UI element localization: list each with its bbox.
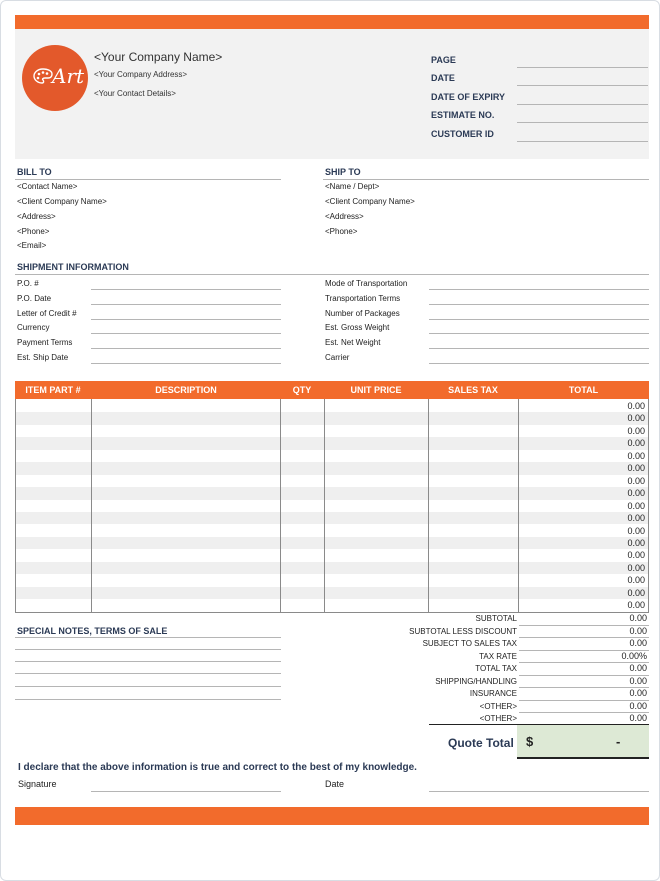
bill-to-rule <box>15 179 281 180</box>
summary-label: SHIPPING/HANDLING <box>435 676 517 686</box>
payment-terms-field[interactable] <box>91 348 281 349</box>
bill-to-title: BILL TO <box>17 167 52 177</box>
col-sales-tax: SALES TAX <box>448 385 498 395</box>
summary-value[interactable]: 0.00 <box>629 675 647 686</box>
row-total: 0.00 <box>627 401 645 411</box>
summary-label: SUBJECT TO SALES TAX <box>422 639 517 648</box>
quote-total-box <box>517 725 649 759</box>
summary-label: <OTHER> <box>479 714 517 723</box>
row-total: 0.00 <box>627 488 645 499</box>
row-total: 0.00 <box>627 537 645 548</box>
carrier-field[interactable] <box>429 363 649 364</box>
row-total: 0.00 <box>627 475 645 486</box>
date-field[interactable] <box>517 85 648 86</box>
carrier-label: Carrier <box>325 353 350 362</box>
shipment-rule <box>15 274 649 275</box>
ship-address[interactable]: <Address> <box>325 212 364 221</box>
date-sign-label: Date <box>325 779 345 789</box>
letter-of-credit-label: Letter of Credit # <box>17 309 77 318</box>
customer-id-field[interactable] <box>517 141 648 142</box>
header-panel <box>15 29 649 159</box>
notes-line[interactable] <box>15 673 281 674</box>
ship-company-name[interactable]: <Client Company Name> <box>325 197 415 206</box>
transport-mode-label: Mode of Transportation <box>325 279 408 288</box>
top-accent-bar <box>15 15 649 29</box>
palette-icon <box>33 68 53 84</box>
row-total: 0.00 <box>627 425 645 436</box>
bill-company-name[interactable]: <Client Company Name> <box>17 197 107 206</box>
po-date-field[interactable] <box>91 304 281 305</box>
summary-value[interactable]: 0.00 <box>629 688 647 698</box>
net-weight-label: Est. Net Weight <box>325 338 381 347</box>
po-number-label: P.O. # <box>17 279 39 288</box>
summary-value[interactable]: 0.00 <box>629 638 647 648</box>
row-total: 0.00 <box>627 450 645 461</box>
bill-address[interactable]: <Address> <box>17 212 56 221</box>
summary-value[interactable]: 0.00 <box>629 625 647 636</box>
declaration-text: I declare that the above information is true and correct to the best of my knowledge. <box>18 762 417 773</box>
signature-field[interactable] <box>91 791 281 792</box>
summary-value[interactable]: 0.00 <box>629 663 647 673</box>
row-total: 0.00 <box>627 438 645 449</box>
po-number-field[interactable] <box>91 289 281 290</box>
summary-label: SUBTOTAL LESS DISCOUNT <box>409 626 517 636</box>
transport-terms-field[interactable] <box>429 304 649 305</box>
notes-line[interactable] <box>15 699 281 700</box>
bottom-accent-bar <box>15 807 649 825</box>
signature-label: Signature <box>18 779 57 789</box>
customer-id-label: CUSTOMER ID <box>431 129 494 139</box>
date-label: DATE <box>431 73 455 83</box>
estimate-no-label: ESTIMATE NO. <box>431 110 495 120</box>
summary-label: TOTAL TAX <box>475 664 517 673</box>
quote-total-value: - <box>616 734 621 749</box>
row-total: 0.00 <box>627 550 645 561</box>
transport-terms-label: Transportation Terms <box>325 294 401 303</box>
col-divider <box>280 399 281 612</box>
summary-value[interactable]: 0.00 <box>629 713 647 723</box>
page-field[interactable] <box>517 67 648 68</box>
net-weight-field[interactable] <box>429 348 649 349</box>
col-qty: QTY <box>292 385 312 395</box>
currency-label: Currency <box>17 323 50 332</box>
row-total: 0.00 <box>627 463 645 474</box>
line-items-table <box>15 381 649 613</box>
expiry-label: DATE OF EXPIRY <box>431 92 506 102</box>
ship-to-rule <box>323 179 649 180</box>
packages-field[interactable] <box>429 319 649 320</box>
po-date-label: P.O. Date <box>17 294 52 303</box>
notes-line[interactable] <box>15 637 281 638</box>
estimate-no-field[interactable] <box>517 122 648 123</box>
col-total: TOTAL <box>568 385 599 395</box>
bill-email[interactable]: <Email> <box>17 241 47 250</box>
table-border <box>15 399 649 613</box>
col-divider <box>428 399 429 612</box>
ship-to-title: SHIP TO <box>325 167 361 177</box>
company-logo <box>22 45 88 111</box>
currency-field[interactable] <box>91 333 281 334</box>
col-divider <box>518 399 519 612</box>
col-description: DESCRIPTION <box>155 385 217 395</box>
col-unit-price: UNIT PRICE <box>350 385 402 395</box>
bill-phone[interactable]: <Phone> <box>17 227 50 236</box>
contact-details: <Your Contact Details> <box>94 89 176 98</box>
shipment-title: SHIPMENT INFORMATION <box>17 262 129 272</box>
expiry-field[interactable] <box>517 104 648 105</box>
transport-mode-field[interactable] <box>429 289 649 290</box>
page-label: PAGE <box>431 55 456 65</box>
company-name: <Your Company Name> <box>94 50 223 64</box>
summary-label: SUBTOTAL <box>475 614 517 623</box>
ship-date-label: Est. Ship Date <box>17 353 69 362</box>
summary-value[interactable]: 0.00 <box>629 700 647 711</box>
summary-label: TAX RATE <box>479 651 517 661</box>
row-total: 0.00 <box>627 600 645 611</box>
row-total: 0.00 <box>627 562 645 573</box>
notes-line[interactable] <box>15 649 281 650</box>
table-header <box>15 381 649 399</box>
summary-label: <OTHER> <box>479 701 517 711</box>
row-total: 0.00 <box>627 413 645 424</box>
summary-label: INSURANCE <box>469 689 517 698</box>
date-sign-field[interactable] <box>429 791 649 792</box>
col-divider <box>91 399 92 612</box>
col-item-part: ITEM PART # <box>25 385 81 395</box>
col-divider <box>324 399 325 612</box>
logo-text: Art <box>52 64 85 88</box>
company-address: <Your Company Address> <box>94 70 188 79</box>
packages-label: Number of Packages <box>325 309 400 318</box>
gross-weight-label: Est. Gross Weight <box>325 323 390 332</box>
ship-name-dept[interactable]: <Name / Dept> <box>325 182 380 191</box>
row-total: 0.00 <box>627 525 645 536</box>
ship-phone[interactable]: <Phone> <box>325 227 358 236</box>
notes-title: SPECIAL NOTES, TERMS OF SALE <box>17 626 168 636</box>
notes-line[interactable] <box>15 686 281 687</box>
currency-symbol: $ <box>526 734 534 749</box>
quote-total-label: Quote Total <box>448 736 514 750</box>
row-total: 0.00 <box>627 575 645 586</box>
summary-value[interactable]: 0.00% <box>621 650 647 661</box>
ship-date-field[interactable] <box>91 363 281 364</box>
gross-weight-field[interactable] <box>429 333 649 334</box>
bill-contact-name[interactable]: <Contact Name> <box>17 182 78 191</box>
row-total: 0.00 <box>627 500 645 511</box>
letter-of-credit-field[interactable] <box>91 319 281 320</box>
payment-terms-label: Payment Terms <box>17 338 73 347</box>
row-total: 0.00 <box>627 513 645 524</box>
summary-value[interactable]: 0.00 <box>629 613 647 623</box>
row-total: 0.00 <box>627 587 645 598</box>
notes-line[interactable] <box>15 661 281 662</box>
